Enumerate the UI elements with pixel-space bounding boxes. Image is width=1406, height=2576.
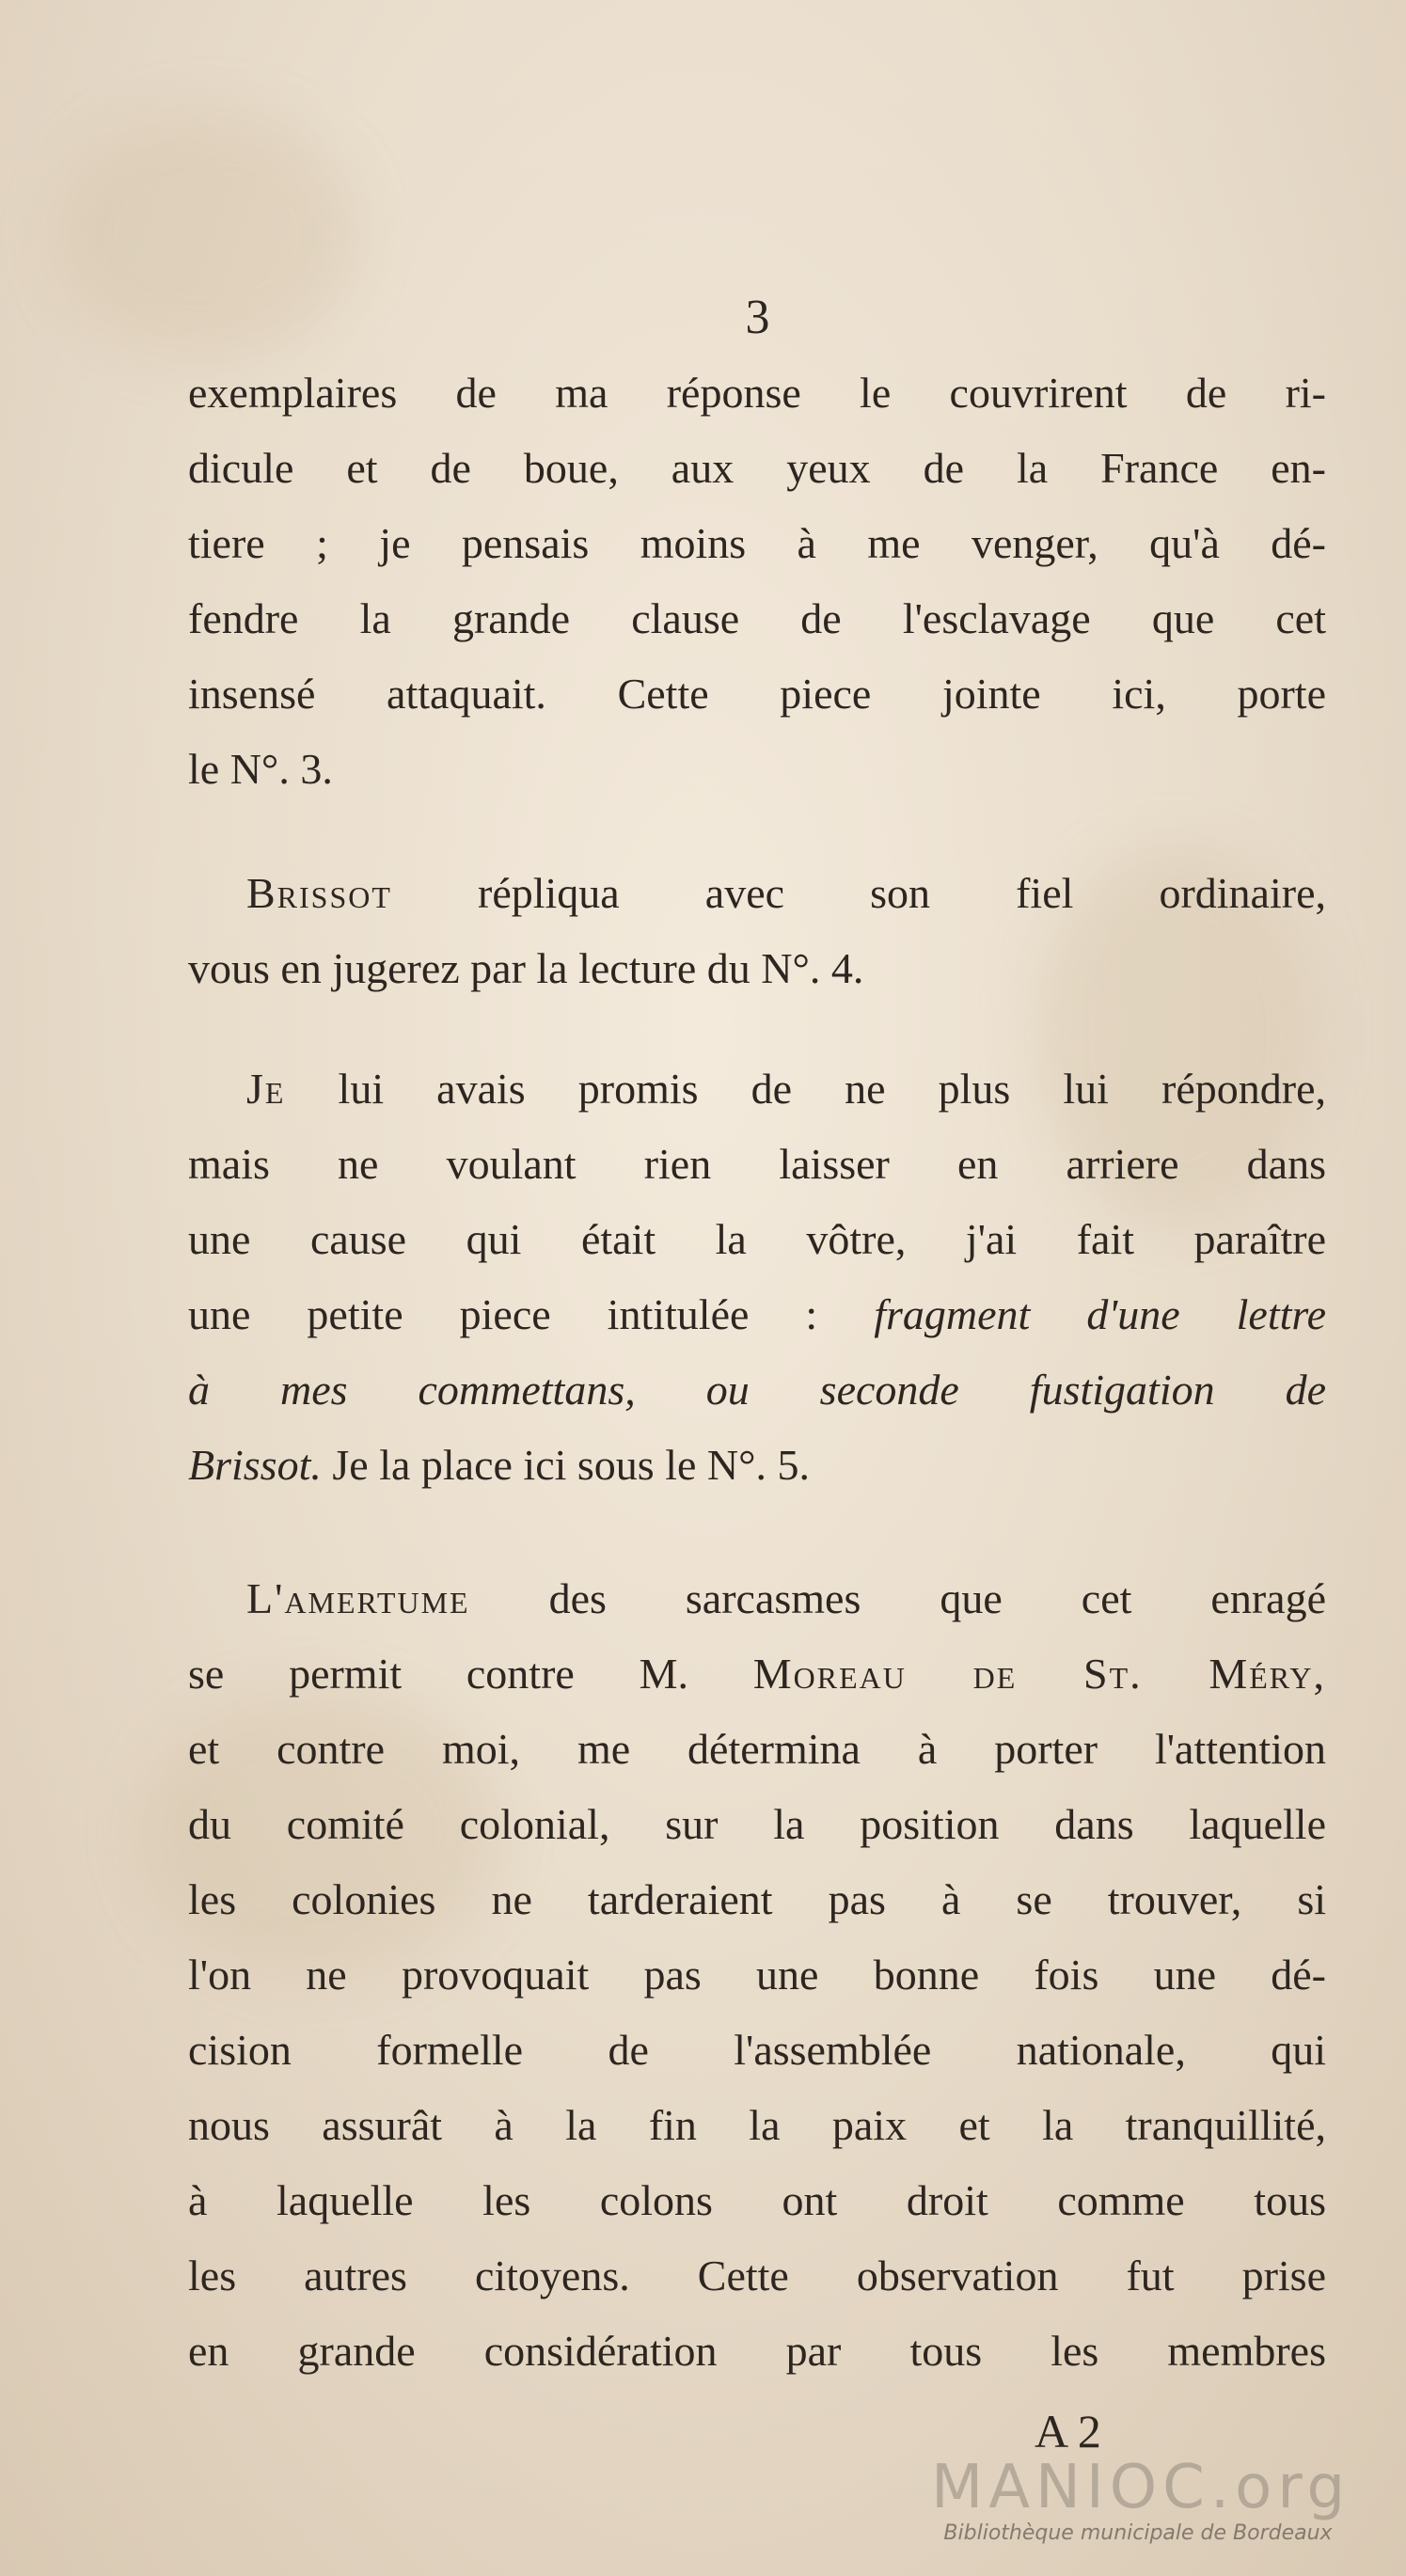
paragraph-3	[188, 1051, 1326, 1503]
text-line: exemplaires de ma réponse le couvrirent de ri-	[188, 369, 1326, 417]
watermark	[931, 2453, 1351, 2547]
signature-mark: A 2	[1035, 2405, 1101, 2457]
library-credit: Bibliothèque municipale de Bordeaux	[943, 2521, 1333, 2545]
text-line: insensé attaquait. Cette piece jointe ici, porte	[188, 670, 1326, 718]
paragraph-4	[188, 1561, 1326, 2389]
name-moreau: Moreau de St. Méry,	[752, 1650, 1326, 1698]
text-line: vous en jugerez par la lecture du N°. 4.	[188, 944, 864, 992]
text-line: à mes commettans, ou seconde fustigation de	[188, 1366, 1326, 1414]
text-line: Brissot. Je la place ici sous le N°. 5.	[188, 1441, 811, 1489]
text-line: à laquelle les colons ont droit comme tous	[188, 2176, 1326, 2224]
title-italic: Brissot.	[188, 1441, 322, 1489]
text-line: du comité colonial, sur la position dans laquelle	[188, 1800, 1326, 1848]
paragraph-1	[188, 356, 1326, 807]
text-line: une cause qui était la vôtre, j'ai fait paraître	[188, 1215, 1326, 1263]
text-line: fendre la grande clause de l'esclavage que cet	[188, 594, 1326, 642]
text-line: L'amertume des sarcasmes que cet enragé	[246, 1574, 1326, 1622]
lead-word: Je	[246, 1065, 286, 1113]
text-line: les autres citoyens. Cette observation fut prise	[188, 2252, 1326, 2299]
title-italic: fragment d'une lettre	[874, 1290, 1326, 1338]
text-line: se permit contre M. Moreau de St. Méry,	[188, 1650, 1326, 1698]
text-line: Je lui avais promis de ne plus lui répondre,	[246, 1065, 1326, 1113]
paragraph-2	[188, 856, 1326, 1006]
text-line: dicule et de boue, aux yeux de la France en-	[188, 444, 1326, 492]
lead-word: L'amertume	[246, 1574, 470, 1622]
text-line: l'on ne provoquait pas une bonne fois une dé-	[188, 1951, 1326, 1999]
text-line: et contre moi, me détermina à porter l'attention	[188, 1725, 1326, 1773]
text-line: nous assurât à la fin la paix et la tranquillité,	[188, 2101, 1326, 2149]
text-line: cision formelle de l'assemblée nationale, qui	[188, 2026, 1326, 2074]
text-line: une petite piece intitulée : fragment d'une lettre	[188, 1290, 1326, 1338]
page-number: 3	[745, 291, 770, 344]
text-line: en grande considération par tous les membres	[188, 2327, 1326, 2375]
name-brissot: Brissot	[246, 869, 392, 917]
text-line: tiere ; je pensais moins à me venger, qu'à dé-	[188, 519, 1326, 567]
text-line: le N°. 3.	[188, 745, 333, 793]
text-line: Brissot répliqua avec son fiel ordinaire,	[246, 869, 1326, 917]
text-line: les colonies ne tarderaient pas à se trouver, si	[188, 1875, 1326, 1923]
text-line: mais ne voulant rien laisser en arriere dans	[188, 1140, 1326, 1188]
manioc-logo: MANIOC.org	[931, 2453, 1351, 2522]
